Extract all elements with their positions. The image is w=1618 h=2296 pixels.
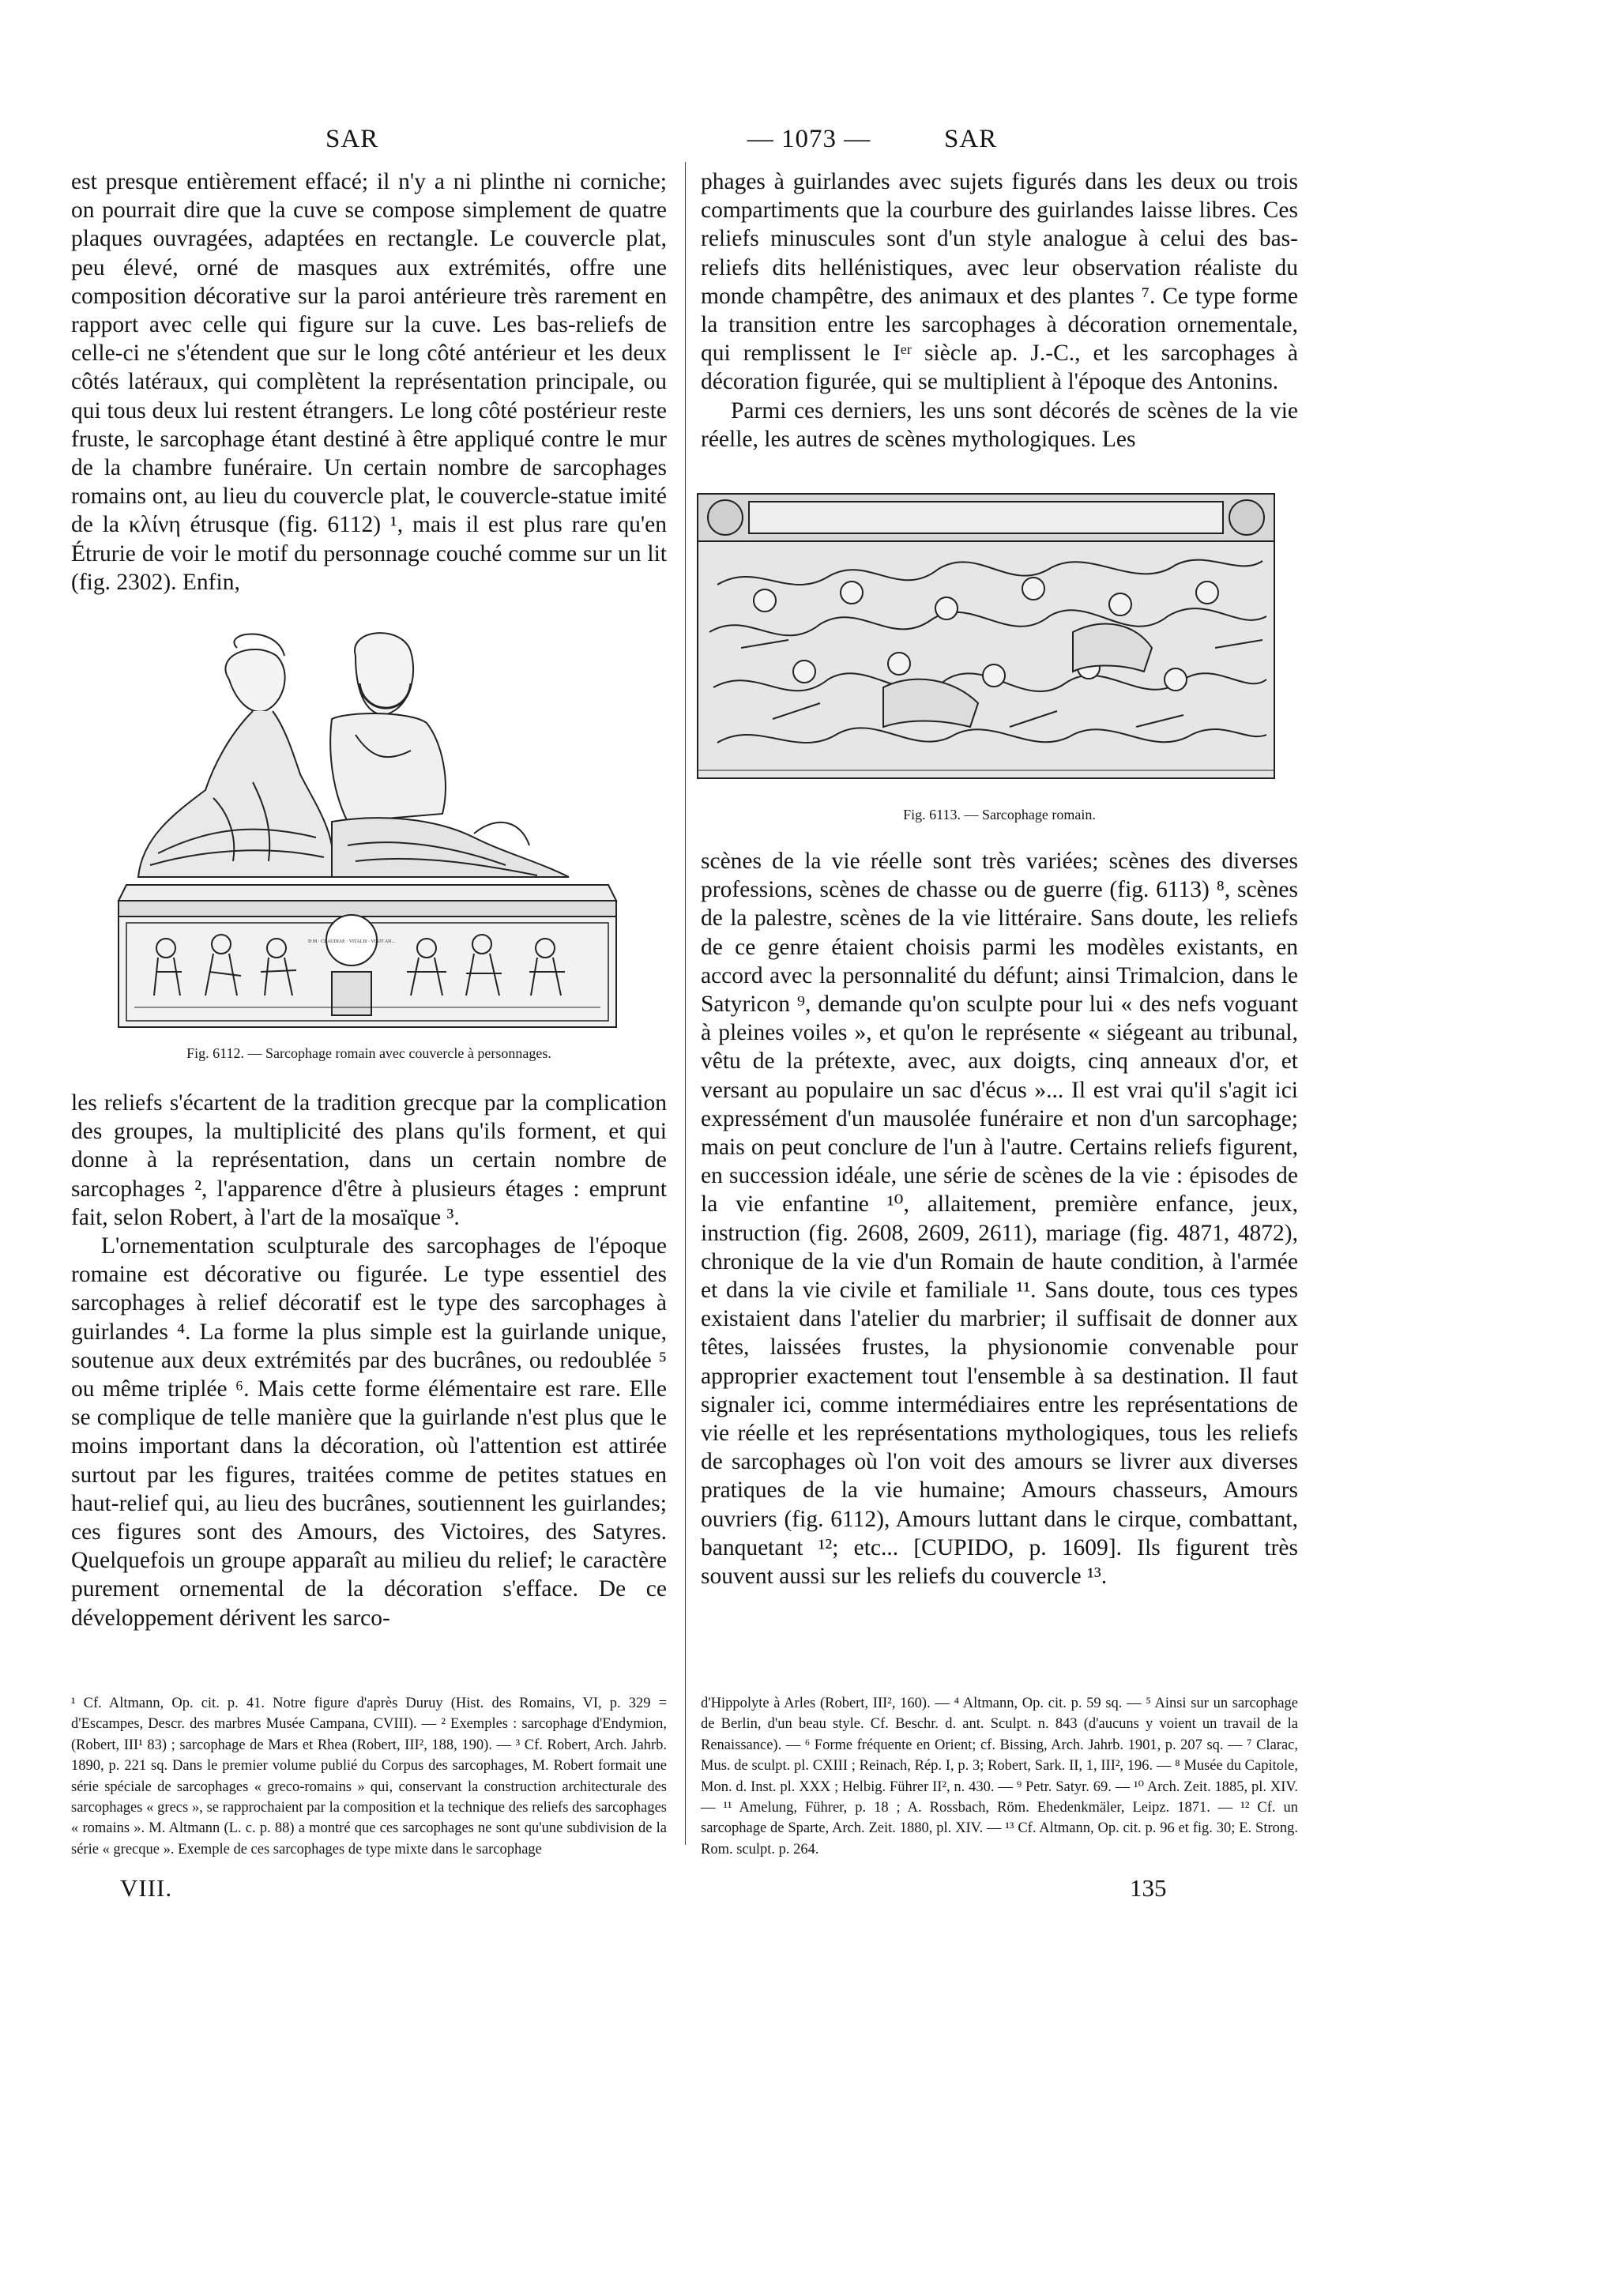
footnotes-right: d'Hippolyte à Arles (Robert, III², 160). — ⁴ Altmann, Op. cit. p. 59 sq. — ⁵ Ainsi sur un sarcophage de Berlin, d'un beau style. Cf. Beschr. d. ant. Sculpt. n. 843 (d'aucuns y voient un travail de la Renaissance). — ⁶ Forme fréquente en Orient; cf. Bissing, Arch. Jahrb. 1901, p. 207 sq. — ⁷ Clarac, Mus. de sculpt. pl. CXIII ; Reinach, Rép. I, p. 3; Robert, Sark. II, 1, III², 196. — ⁸ Musée du Capitole, Mon. d. Inst. pl. XXX ; Helbig. Führer II², n. 430. — ⁹ Petr. Satyr. 69. — ¹⁰ Arch. Zeit. 1885, pl. XIV. — ¹¹ Amelung, Führer, p. 18 ; A. Rossbach, Röm. Ehedenkmäler, Leipz. 1871. — ¹² Cf. un sarcophage de Sparte, Arch. Zeit. 1880, pl. XIV. — ¹³ Cf. Altmann, Op. cit. p. 96 et fig. 30; E. Strong. Rom. sculpt. p. 264. <box>701 1696 1298 1858</box>
right-column-top <box>701 167 1298 454</box>
paragraph: est presque entièrement effacé; il n'y a ni plinthe ni corniche; on pourrait dire que la cuve se compose simplement de quatre plaques ouvragées, adaptées en rectangle. Le couvercle plat, peu élevé, orné de masques aux extrémités, offre une composition décorative sur la paroi antérieure très rarement en rapport avec celle qui figure sur la cuve. Les bas-reliefs de celle-ci ne s'étendent que sur le long côté antérieur et les deux côtés latéraux, qui complètent la représentation principale, ou qui tous deux lui restent étrangers. Le long côté postérieur reste fruste, le sarcophage étant destiné à être appliqué contre le mur de la chambre funéraire. Un certain nombre de sarcophages romains ont, au lieu du couvercle plat, le couvercle-statue imité de la κλίνη étrusque (fig. 6112) ¹, mais il est plus rare qu'en Étrurie de voir le motif du personnage couché comme sur un lit (fig. 2302). Enfin, <box>71 169 667 595</box>
fig6112-inscription: D M · CLAUDIAE · VITALIS · VIXIT AN... <box>307 939 396 944</box>
figure-6112-image <box>95 624 640 1035</box>
paragraph: phages à guirlandes avec sujets figurés dans les deux ou trois compartiments que la courbure des guirlandes laisse libres. Ces reliefs minuscules sont d'un style analogue à celui des bas-reliefs dits hellénistiques, avec leur observation réaliste du monde champêtre, des animaux et des plantes ⁷. Ce type forme la transition entre les sarcophages à décoration ornementale, qui remplissent le Iᵉʳ siècle ap. J.-C., et les sarcophages à décoration figurée, qui se multiplient à l'époque des Antonins. <box>701 169 1298 395</box>
figure-6112-caption: Fig. 6112. — Sarcophage romain avec couvercle à personnages. <box>186 1045 551 1061</box>
right-column-bottom <box>701 847 1298 1590</box>
running-head-right: SAR <box>944 125 998 153</box>
volume-signature: VIII. <box>120 1874 173 1902</box>
page-folio: — 1073 — <box>747 125 871 153</box>
figure-6113-caption: Fig. 6113. — Sarcophage romain. <box>903 807 1096 822</box>
left-column-top <box>71 167 667 597</box>
paragraph: L'ornementation sculpturale des sarcophages de l'époque romaine est décorative ou figurée. Le type essentiel des sarcophages à relief décoratif est le type des sarcophages à guirlandes ⁴. La forme la plus simple est la guirlande unique, soutenue aux deux extrémités par des bucrânes, ou redoublée ⁵ ou même triplée ⁶. Mais cette forme élémentaire est rare. Elle se complique de telle manière que la guirlande n'est plus que le moins important dans la décoration, où l'attention est attirée surtout par les figures, traitées comme de petites statues en haut-relief qui, au lieu des bucrânes, soutiennent les guirlandes; ces figures sont des Amours, des Victoires, des Satyres. Quelquefois un groupe apparaît au milieu du relief; le caractère purement ornemental de la décoration s'efface. De ce développement dérivent les sarco- <box>71 1233 667 1631</box>
footnotes-left: ¹ Cf. Altmann, Op. cit. p. 41. Notre figure d'après Duruy (Hist. des Romains, VI, p. 329 = d'Escampes, Descr. des marbres Musée Campana, CVIII). — ² Exemples : sarcophage d'Endymion, (Robert, III¹ 83) ; sarcophage de Mars et Rhea (Robert, III², 188, 190). — ³ Cf. Robert, Arch. Jahrb. 1890, p. 221 sq. Dans le premier volume publié du Corpus des sarcophages, M. Robert formait une série spéciale de sarcophages « greco-romains » qui, conservant la construction architecturale des sarcophages « grecs », se rapprochaient par la composition et la technique des reliefs des sarcophages « romains ». M. Altmann (L. c. p. 88) a montré que ces sarcophages ne sont qu'une subdivision de la série « grecque ». Exemple de ces sarcophages de type mixte dans le sarcophage <box>71 1696 667 1858</box>
left-column-bottom <box>71 1089 667 1632</box>
paragraph: les reliefs s'écartent de la tradition grecque par la complication des groupes, la multiplicité des plans qu'ils forment, et qui donne à la représentation, dans un certain nombre de sarcophages ², l'apparence d'être à plusieurs étages : emprunt fait, selon Robert, à l'art de la mosaïque ³. <box>71 1090 667 1230</box>
figure-6113-image <box>694 490 1278 782</box>
paragraph: scènes de la vie réelle sont très variées; scènes des diverses professions, scènes de chasse ou de guerre (fig. 6113) ⁸, scènes de la palestre, scènes de la vie littéraire. Sans doute, les reliefs de ce genre étaient choisis parmi les modèles existants, en accord avec la personnalité du défunt; ainsi Trimalcion, dans le Satyricon ⁹, demande qu'on sculpte pour lui « des nefs voguant à pleines voiles », et qu'on le représente « siégeant au tribunal, vêtu de la prétexte, avec, aux doigts, cinq anneaux d'or, et versant au populaire un sac d'écus »... Il est vrai qu'il s'agit ici expressément d'un mausolée funéraire et non d'un sarcophage; mais on peut conclure de l'un à l'autre. Certains reliefs figurent, en succession idéale, une série de scènes de la vie : épisodes de la vie enfantine ¹⁰, allaitement, première enfance, jeux, instruction (fig. 2608, 2609, 2611), mariage (fig. 4871, 4872), chronique de la vie d'un Romain de haute condition, à l'armée et dans la vie civile et familiale ¹¹. Sans doute, tous ces types existaient dans l'atelier du marbrier; il suffisait de donner aux têtes, laissées frustes, la physionomie convenable pour approprier exactement tout l'ensemble à sa destination. Il faut signaler ici, comme intermédiaires entre les représentations de vie réelle et les représentations mythologiques, tous les reliefs de sarcophages où l'on voit des amours se livrer aux diverses pratiques de la vie humaine; Amours chasseurs, Amours ouvriers (fig. 6112), Amours luttant dans le cirque, combattant, banquetant ¹²; etc... [CUPIDO, p. 1609]. Ils figurent très souvent aussi sur les reliefs du couvercle ¹³. <box>701 849 1298 1590</box>
paragraph: Parmi ces derniers, les uns sont décorés de scènes de la vie réelle, les autres de scènes mythologiques. Les <box>701 397 1298 452</box>
page-number: 135 <box>1130 1874 1167 1902</box>
column-divider <box>685 162 686 1845</box>
running-head-left: SAR <box>325 125 379 153</box>
